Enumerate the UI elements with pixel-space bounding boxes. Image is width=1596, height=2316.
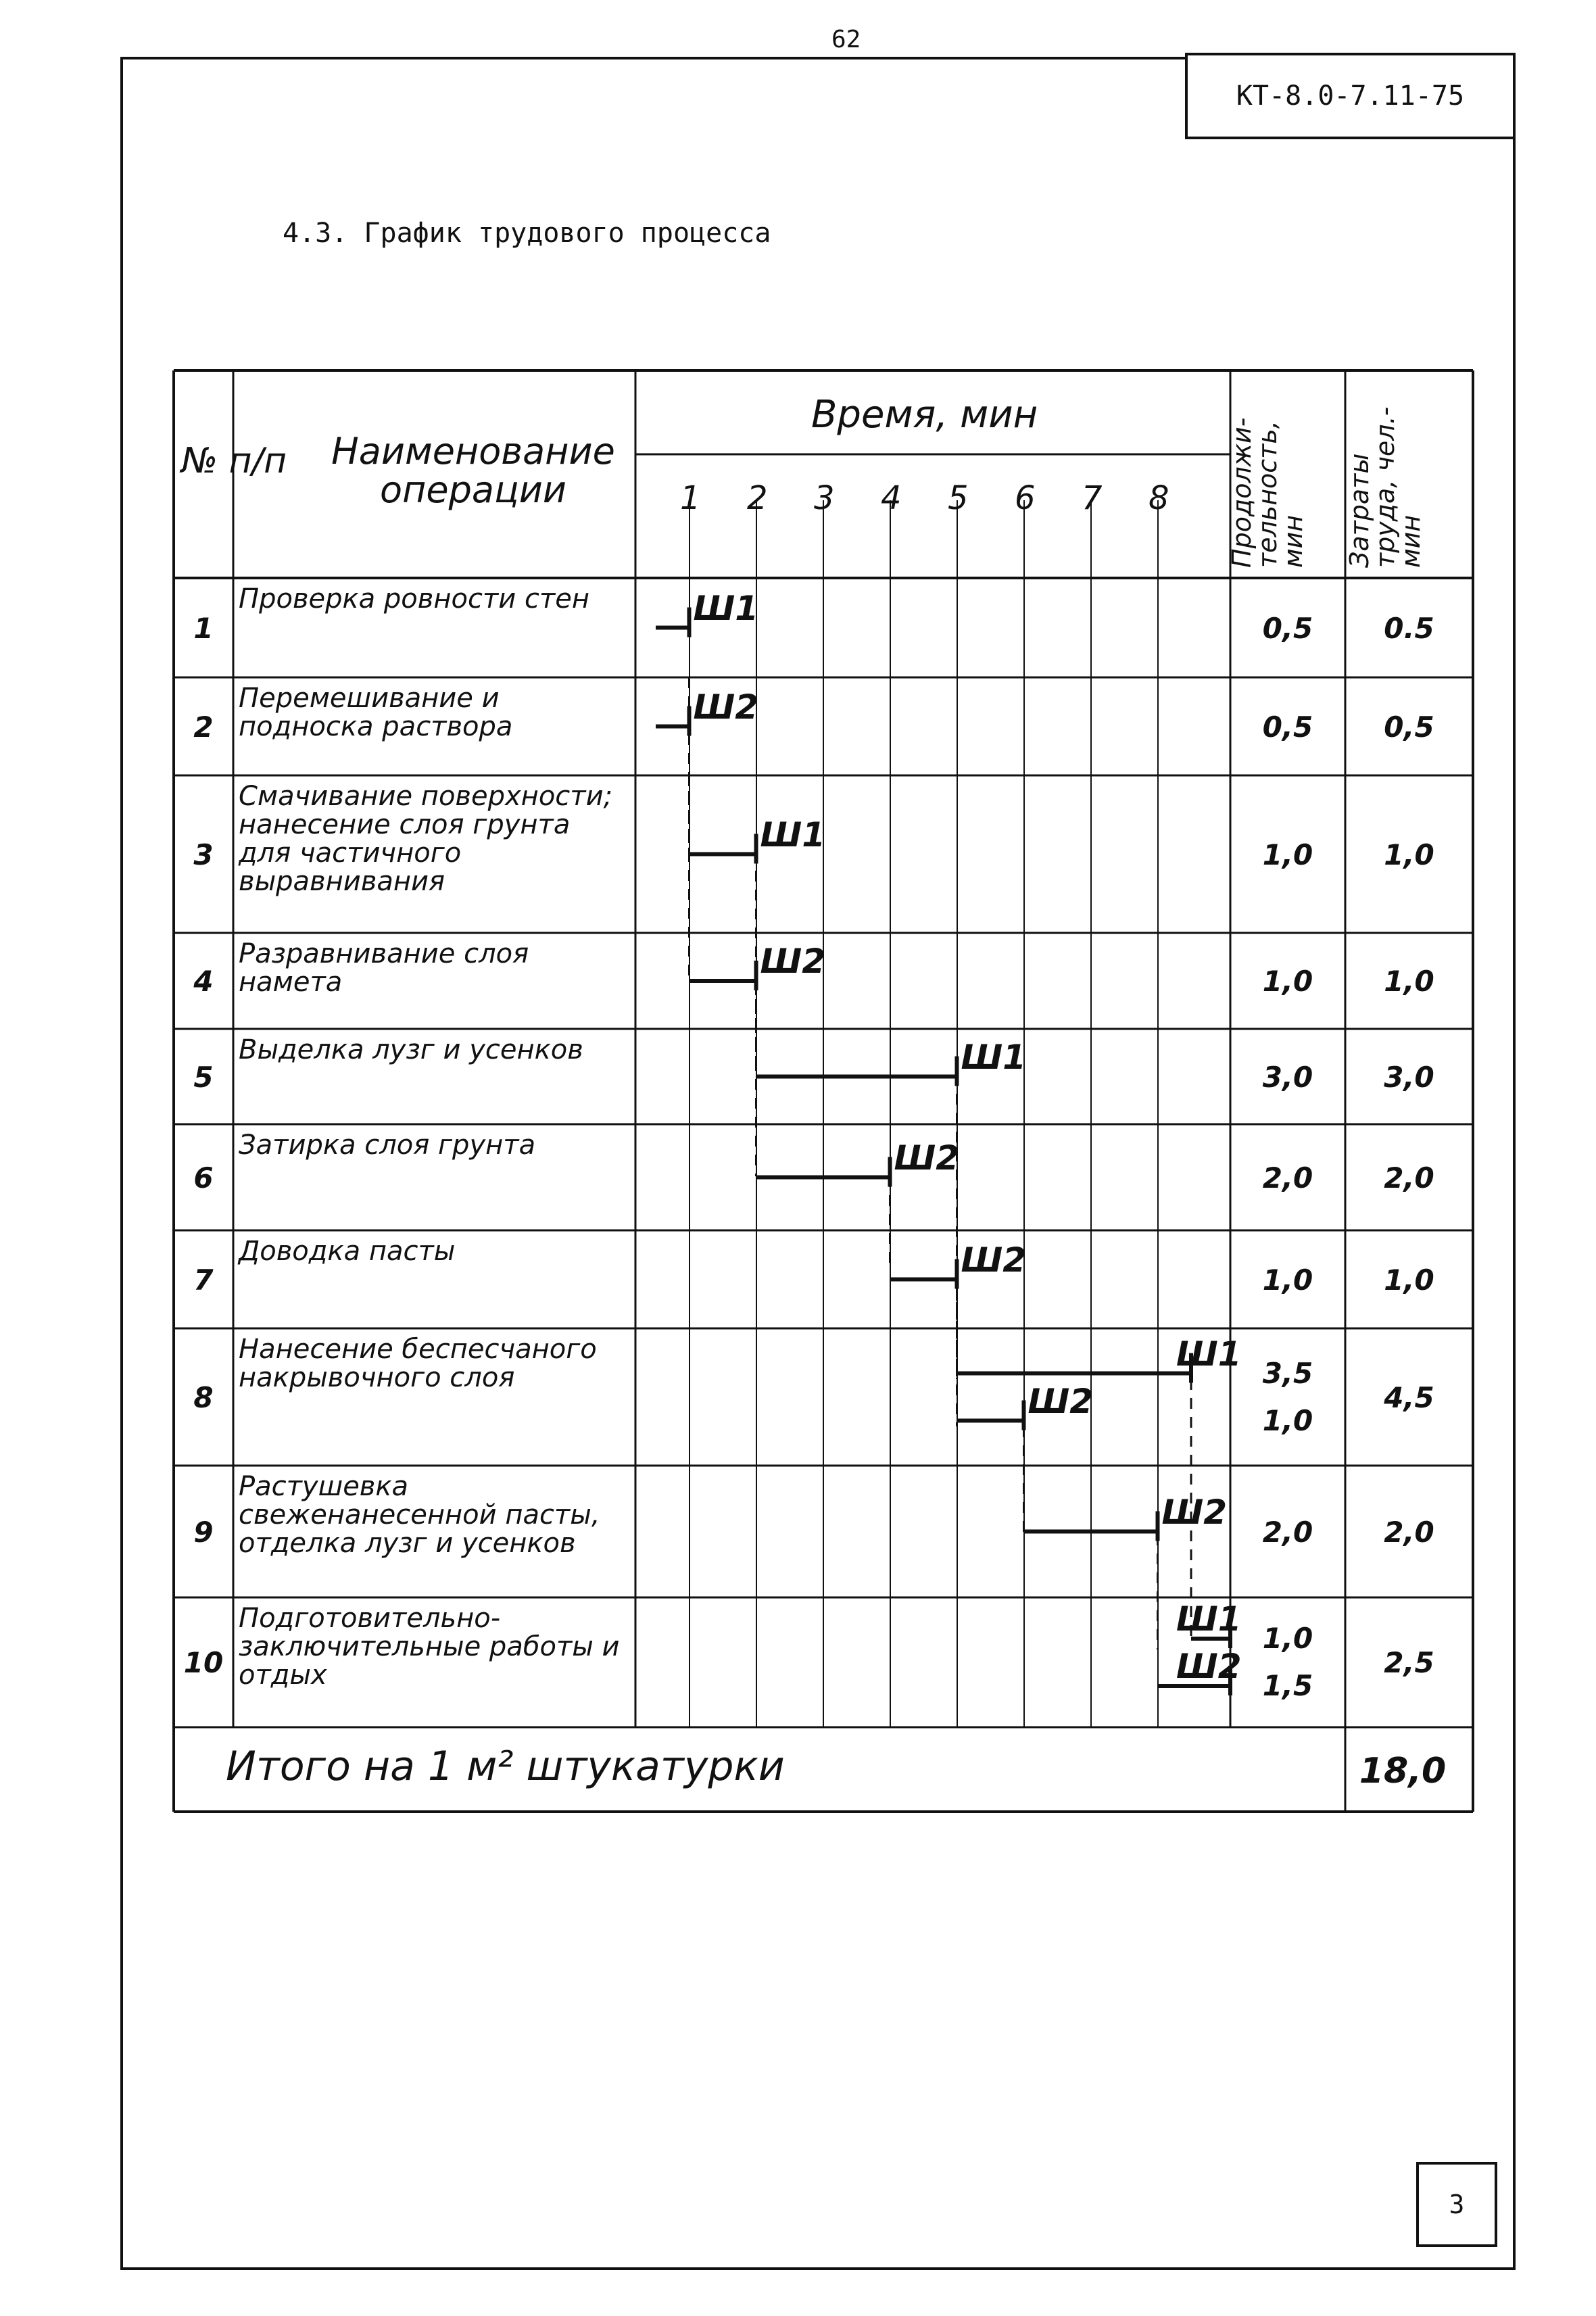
- worker-label: Ш1: [961, 1037, 1027, 1077]
- row-number: 7: [193, 1263, 214, 1297]
- row-number: 3: [193, 838, 214, 871]
- row-labor-cost: 0,5: [1384, 710, 1434, 744]
- row-duration: 1,0: [1262, 1263, 1313, 1297]
- row-labor-cost: 1,0: [1384, 965, 1434, 998]
- row-number: 1: [193, 611, 214, 645]
- time-tick-label: 1: [680, 479, 701, 517]
- row-duration: 1,5: [1262, 1669, 1313, 1702]
- row-number: 9: [193, 1515, 214, 1549]
- row-labor-cost: 2,0: [1384, 1515, 1434, 1549]
- row-labor-cost: 1,0: [1384, 1263, 1434, 1297]
- time-tick-label: 3: [814, 479, 835, 517]
- row-duration: 2,0: [1262, 1161, 1313, 1195]
- total-label: Итого на 1 м² штукатурки: [226, 1743, 785, 1790]
- row-operation-name: Перемешивание и подноска раствора: [239, 683, 513, 742]
- section-heading: 4.3. График трудового процесса: [283, 218, 771, 249]
- row-number: 2: [193, 710, 214, 744]
- row-operation-name: Растушевка свеженанесенной пасты, отделка лузг и усенков: [239, 1471, 600, 1559]
- time-tick-label: 2: [747, 479, 768, 517]
- header-duration: Продолжи-тельность, мин: [1227, 417, 1308, 568]
- row-operation-name: Подготовительно-заключительные работы и отдых: [239, 1603, 620, 1691]
- worker-label: Ш2: [961, 1240, 1027, 1280]
- header-operation-name: Наименование операции: [331, 430, 615, 511]
- row-duration: 1,0: [1262, 1403, 1313, 1437]
- row-duration: 3,0: [1262, 1060, 1313, 1094]
- row-number: 10: [183, 1646, 224, 1679]
- row-operation-name: Доводка пасты: [239, 1236, 456, 1267]
- row-operation-name: Смачивание поверхности; нанесение слоя грунта для частичного выравнивания: [239, 781, 613, 897]
- worker-label: Ш1: [760, 815, 826, 854]
- row-number: 4: [193, 965, 214, 998]
- row-duration: 0,5: [1262, 611, 1313, 645]
- header-time: Время, мин: [811, 393, 1038, 437]
- row-duration: 2,0: [1262, 1515, 1313, 1549]
- time-tick-label: 5: [948, 479, 969, 517]
- time-tick-label: 8: [1148, 479, 1169, 517]
- row-labor-cost: 2,5: [1384, 1646, 1434, 1679]
- time-tick-label: 4: [881, 479, 902, 517]
- row-operation-name: Затирка слоя грунта: [239, 1130, 536, 1161]
- row-labor-cost: 0.5: [1384, 611, 1434, 645]
- row-number: 5: [193, 1060, 214, 1094]
- row-duration: 3,5: [1262, 1356, 1313, 1390]
- row-labor-cost: 1,0: [1384, 838, 1434, 871]
- row-duration: 1,0: [1262, 1622, 1313, 1655]
- row-operation-name: Выделка лузг и усенков: [239, 1034, 583, 1065]
- worker-label: Ш1: [1176, 1334, 1242, 1374]
- page-number: 62: [831, 26, 861, 53]
- row-labor-cost: 3,0: [1384, 1060, 1434, 1094]
- row-duration: 1,0: [1262, 838, 1313, 871]
- worker-label: Ш2: [1027, 1381, 1094, 1421]
- row-duration: 0,5: [1262, 710, 1313, 744]
- sheet-number: 3: [1416, 2162, 1497, 2247]
- row-labor-cost: 4,5: [1384, 1380, 1434, 1414]
- worker-label: Ш2: [1176, 1647, 1242, 1686]
- row-operation-name: Разравнивание слоя намета: [239, 938, 529, 998]
- document-code: КТ-8.0-7.11-75: [1185, 53, 1516, 139]
- row-number: 6: [193, 1161, 214, 1195]
- worker-label: Ш1: [693, 588, 759, 628]
- row-duration: 1,0: [1262, 965, 1313, 998]
- worker-label: Ш2: [894, 1138, 960, 1178]
- worker-label: Ш2: [1161, 1492, 1228, 1532]
- worker-label: Ш2: [693, 687, 759, 727]
- row-number: 8: [193, 1380, 214, 1414]
- header-labor: Затраты труда, чел.-мин: [1345, 406, 1426, 568]
- worker-label: Ш1: [1176, 1599, 1242, 1639]
- time-tick-label: 7: [1082, 479, 1103, 517]
- row-operation-name: Нанесение беспесчаного накрывочного слоя: [239, 1334, 597, 1393]
- worker-label: Ш2: [760, 942, 826, 981]
- total-value: 18,0: [1359, 1751, 1447, 1791]
- time-tick-label: 6: [1015, 479, 1036, 517]
- header-num: № п/п: [181, 441, 287, 481]
- row-labor-cost: 2,0: [1384, 1161, 1434, 1195]
- row-operation-name: Проверка ровности стен: [239, 583, 590, 614]
